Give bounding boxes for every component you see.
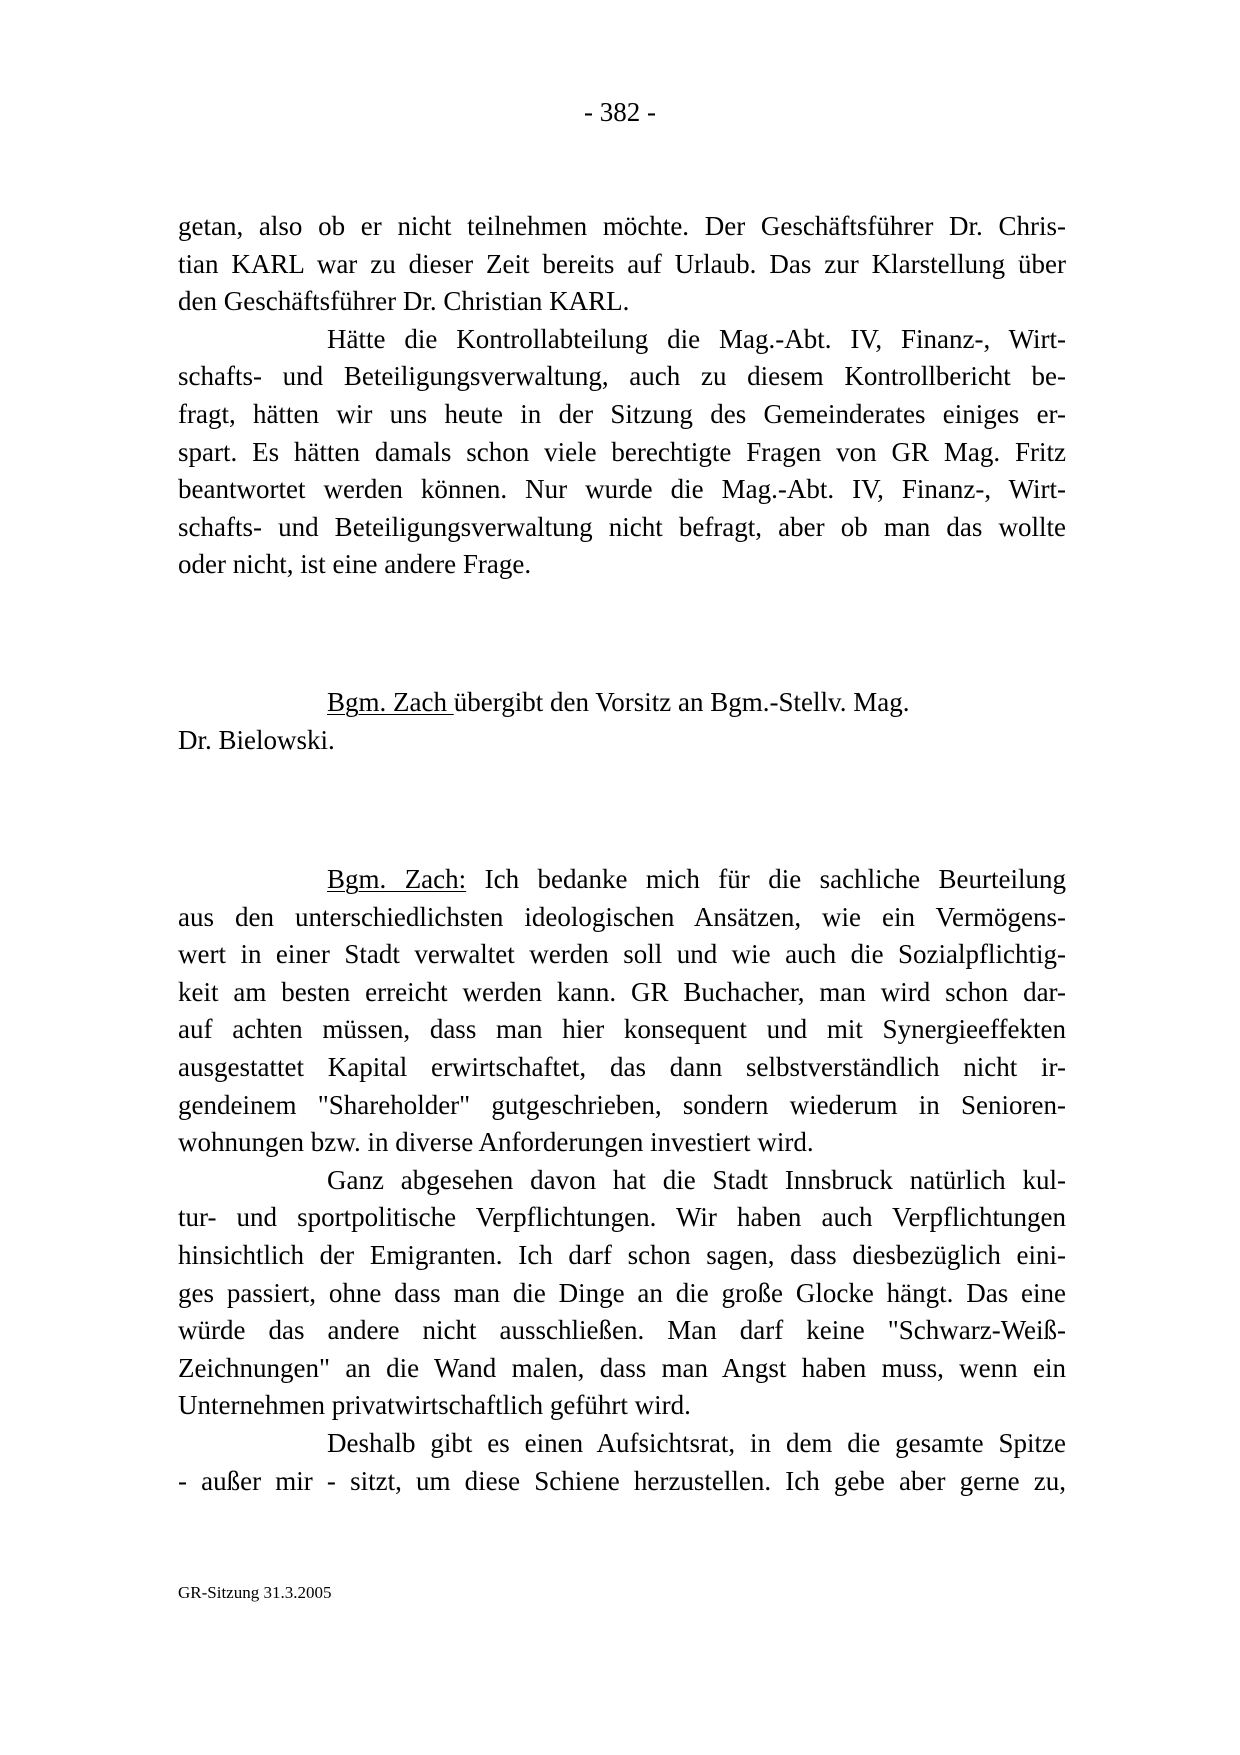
- text-line: - außer mir - sitzt, um diese Schiene herzustellen. Ich gebe aber gerne zu,: [178, 1465, 1066, 1496]
- text-line: tur- und sportpolitische Verpflichtungen. Wir haben auch Verpflichtungen: [178, 1202, 1066, 1233]
- text-line: Hätte die Kontrollabteilung die Mag.-Abt. IV, Finanz-, Wirt-: [327, 323, 1066, 354]
- text-line: [178, 861, 1066, 899]
- speaker-name: Bgm. Zach: [327, 687, 454, 717]
- text-line: Zeichnungen" an die Wand malen, dass man Angst haben muss, wenn ein: [178, 1352, 1066, 1383]
- chair-change-text: übergibt den Vorsitz an Bgm.-Stellv. Mag.: [453, 687, 910, 717]
- chair-change-note: [178, 684, 1066, 759]
- paragraph-continuation: [178, 208, 1066, 584]
- text-line: schafts- und Beteiligungsverwaltung, auch zu diesem Kontrollbericht be-: [178, 361, 1066, 392]
- text-line: Unternehmen privatwirtschaftlich geführt wird.: [178, 1390, 691, 1421]
- text-line: Ganz abgesehen davon hat die Stadt Innsbruck natürlich kul-: [327, 1164, 1066, 1195]
- speech-block: [178, 861, 1066, 1500]
- text-line: spart. Es hätten damals schon viele berechtigte Fragen von GR Mag. Fritz: [178, 436, 1066, 467]
- text-line: wohnungen bzw. in diverse Anforderungen investiert wird.: [178, 1127, 814, 1158]
- text-line: würde das andere nicht ausschließen. Man darf keine "Schwarz-Weiß-: [178, 1315, 1066, 1346]
- text-line: tian KARL war zu dieser Zeit bereits auf Urlaub. Das zur Klarstellung über: [178, 248, 1066, 279]
- text-line: keit am besten erreicht werden kann. GR Buchacher, man wird schon dar-: [178, 976, 1066, 1007]
- text-line: Dr. Bielowski.: [178, 724, 335, 755]
- text-line: schafts- und Beteiligungsverwaltung nicht befragt, aber ob man das wollte: [178, 511, 1066, 542]
- speaker-name: Bgm. Zach:: [327, 864, 467, 894]
- text-line: Deshalb gibt es einen Aufsichtsrat, in dem die gesamte Spitze: [327, 1427, 1066, 1458]
- text-line: beantwortet werden können. Nur wurde die Mag.-Abt. IV, Finanz-, Wirt-: [178, 474, 1066, 505]
- text-line: hinsichtlich der Emigranten. Ich darf schon sagen, dass diesbezüglich eini-: [178, 1239, 1066, 1270]
- speech-first-line: Ich bedanke mich für die sachliche Beurteilung: [466, 864, 1066, 894]
- text-line: auf achten müssen, dass man hier konsequent und mit Synergieeffekten: [178, 1014, 1066, 1045]
- text-line: [178, 684, 1066, 722]
- text-line: den Geschäftsführer Dr. Christian KARL.: [178, 286, 630, 317]
- page-number: - 382 -: [584, 97, 656, 127]
- page-footer: GR-Sitzung 31.3.2005: [178, 1583, 332, 1602]
- text-line: ges passiert, ohne dass man die Dinge an die große Glocke hängt. Das eine: [178, 1277, 1066, 1308]
- text-line: gendeinem "Shareholder" gutgeschrieben, sondern wiederum in Senioren-: [178, 1089, 1066, 1120]
- text-line: wert in einer Stadt verwaltet werden soll und wie auch die Sozialpflichtig-: [178, 939, 1066, 970]
- text-line: oder nicht, ist eine andere Frage.: [178, 549, 532, 580]
- text-line: ausgestattet Kapital erwirtschaftet, das dann selbstverständlich nicht ir-: [178, 1051, 1066, 1082]
- text-line: getan, also ob er nicht teilnehmen möchte. Der Geschäftsführer Dr. Chris-: [178, 211, 1066, 241]
- text-line: fragt, hätten wir uns heute in der Sitzung des Gemeinderates einiges er-: [178, 398, 1066, 429]
- text-line: aus den unterschiedlichsten ideologischen Ansätzen, wie ein Vermögens-: [178, 901, 1066, 932]
